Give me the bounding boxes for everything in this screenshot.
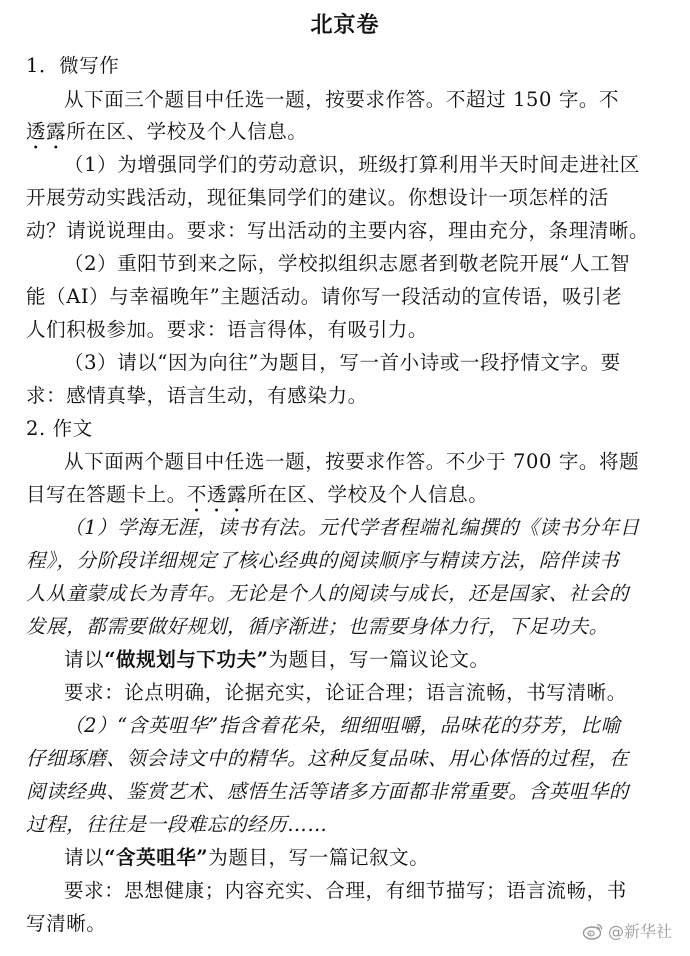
section2-intro-line2: 目写在答题卡上。不透露所在区、学校及个人信息。 <box>26 483 489 506</box>
p2-requirements-line1: 要求：思想健康；内容充实、合理，有细节描写；语言流畅，书 <box>64 879 627 902</box>
p1-line2: 程》，分阶段详细规定了核心经典的阅读顺序与精读方法，陪伴读书 <box>26 549 620 572</box>
p2-requirements-line2: 写清晰。 <box>26 912 107 935</box>
q1-line3: 动？请说说理由。要求：写出活动的主要内容，理由充分，条理清晰。 <box>26 219 650 242</box>
q1-line1: （1）为增强同学们的劳动意识，班级打算利用半天时间走进社区 <box>64 153 640 176</box>
essay-title-1: “做规划与下功夫” <box>104 648 269 671</box>
p2-line2: 仔细琢磨、领会诗文中的精华。这种反复品味、用心体悟的过程，在 <box>26 747 630 770</box>
q2-line3: 人们积极参加。要求：语言得体，有吸引力。 <box>26 318 429 341</box>
section1-intro-line1: 从下面三个题目中任选一题，按要求作答。不超过 150 字。不 <box>64 88 620 111</box>
p2-line3: 阅读经典、鉴赏艺术、感悟生活等诸多方面都非常重要。含英咀华的 <box>26 780 630 803</box>
p1-line1: （1）学海无涯，读书有法。元代学者程端礼编撰的《读书分年日 <box>64 516 640 539</box>
p1-line3: 人从童蒙成长为青年。无论是个人的阅读与成长，还是国家、社会的 <box>26 582 630 605</box>
section2-heading: 2. 作文 <box>26 417 93 440</box>
emphasized-text: 不透露 <box>186 483 248 506</box>
section2-intro-line1: 从下面两个题目中任选一题，按要求作答。不少于 700 字。将题 <box>64 450 640 473</box>
q3-line1: （3）请以“因为向往”为题目，写一首小诗或一段抒情文字。要 <box>64 351 621 374</box>
p2-prompt: 请以“含英咀华”为题目，写一篇记叙文。 <box>64 846 430 869</box>
emphasized-text: 透露 <box>26 120 67 143</box>
watermark <box>582 919 672 942</box>
p1-line4: 发展，都需要做好规划，循序渐进；也需要身体力行，下足功夫。 <box>26 615 609 638</box>
q2-line2: 能（AI）与幸福晚年”主题活动。请你写一段活动的宣传语，吸引老 <box>26 285 623 308</box>
q3-line2: 求：感情真挚，语言生动，有感染力。 <box>26 384 368 407</box>
section1-intro-line2: 透露所在区、学校及个人信息。 <box>26 120 308 143</box>
p1-prompt: 请以“做规划与下功夫”为题目，写一篇议论文。 <box>64 648 490 671</box>
q1-line2: 开展劳动实践活动，现征集同学们的建议。你想设计一项怎样的活 <box>26 186 609 209</box>
p2-line4: 过程，往往是一段难忘的经历…… <box>26 813 328 836</box>
watermark-text: @新华社 <box>607 922 672 941</box>
essay-title-2: “含英咀华” <box>104 846 209 869</box>
p2-line1: （2）“含英咀华”指含着花朵，细细咀嚼，品味花的芬芳，比喻 <box>64 714 621 737</box>
section1-heading: 1．微写作 <box>26 54 120 77</box>
weibo-logo-icon <box>582 922 604 940</box>
p1-requirements: 要求：论点明确，论据充实，论证合理；语言流畅，书写清晰。 <box>64 681 627 704</box>
page-title: 北京卷 <box>310 12 380 38</box>
q2-line1: （2）重阳节到来之际，学校拟组织志愿者到敬老院开展“人工智 <box>64 252 631 275</box>
